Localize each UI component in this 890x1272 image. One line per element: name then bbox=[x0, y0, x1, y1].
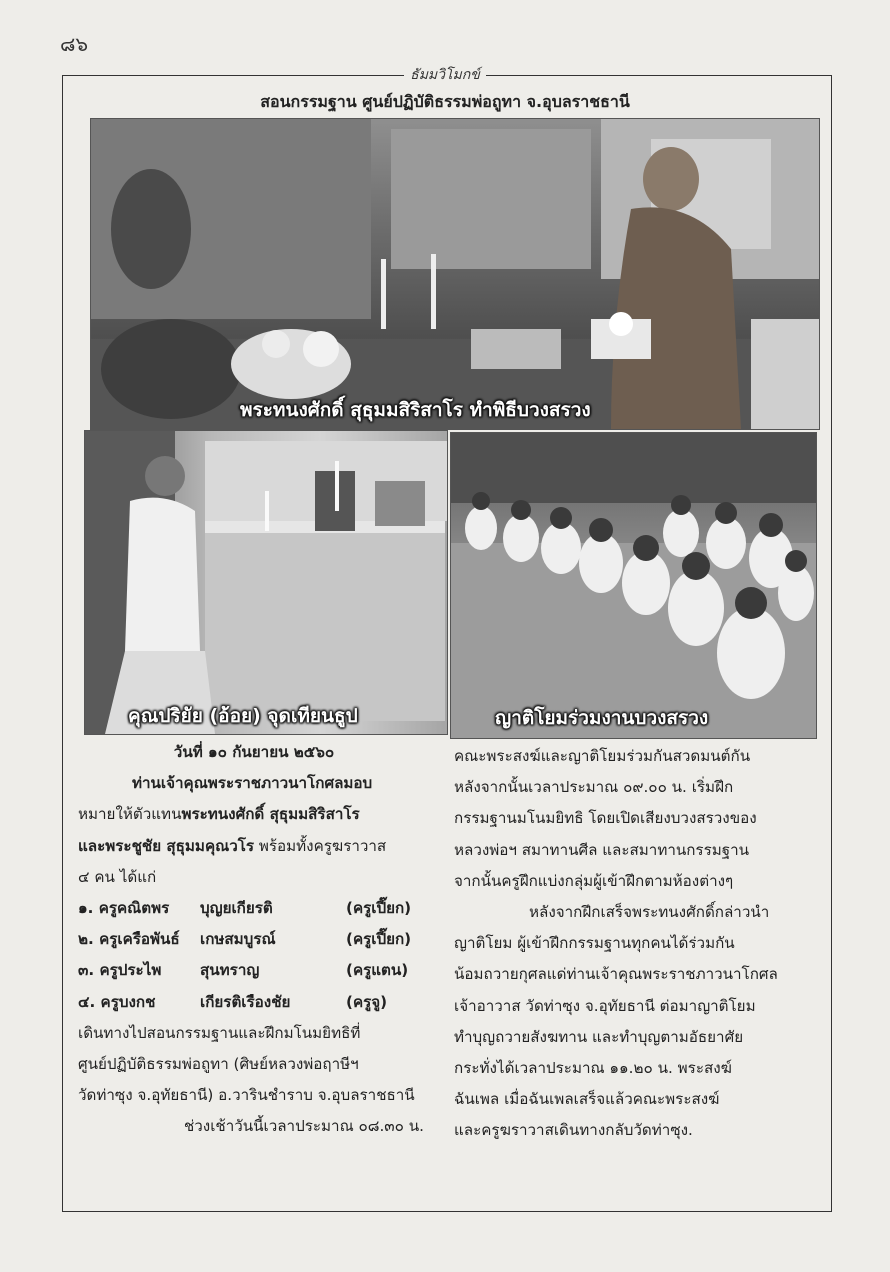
body-line: กรรมฐานมโนมยิทธิ โดยเปิดเสียงบวงสรวงของ bbox=[454, 809, 757, 828]
teacher-nickname: (ครูแตน) bbox=[346, 961, 409, 980]
teacher-surname: บุญยเกียรติ bbox=[200, 899, 273, 918]
caption-lighting-incense: คุณปริยัย (อ้อย) จุดเทียนธูป bbox=[128, 705, 358, 727]
monk-name-1: พระทนงศักดิ์ สุธุมมสิริสาโร bbox=[181, 805, 360, 824]
body-line: คณะพระสงฆ์และญาติโยมร่วมกันสวดมนต์กัน bbox=[454, 747, 751, 765]
body-line: และครูฆราวาสเดินทางกลับวัดท่าซุง. bbox=[454, 1121, 693, 1140]
paragraph-start: หลังจากฝึกเสร็จพระทนงศักดิ์กล่าวนำ bbox=[529, 903, 770, 922]
body-line: จากนั้นครูฝึกแบ่งกลุ่มผู้เข้าฝึกตามห้องต่างๆ bbox=[454, 871, 734, 890]
teacher-name: ๒. ครูเครือพันธ์ bbox=[78, 930, 180, 949]
left-column bbox=[78, 737, 430, 1143]
photo-monk-ceremony-illustration bbox=[91, 119, 819, 429]
teacher-name: ๓. ครูประไพ bbox=[78, 961, 162, 980]
teacher-name: ๑. ครูคณิตพร bbox=[78, 899, 170, 918]
body-line: น้อมถวายกุศลแด่ท่านเจ้าคุณพระราชภาวนาโกศล bbox=[454, 965, 778, 984]
teacher-name: ๔. ครูบงกช bbox=[78, 992, 156, 1011]
running-header bbox=[0, 64, 890, 86]
photo-attendees-illustration bbox=[451, 433, 816, 738]
body-line bbox=[78, 831, 430, 862]
page-number: ๘๖ bbox=[60, 32, 89, 56]
body-line: ทำบุญถวายสังฆทาน และทำบุญตามอัธยาศัย bbox=[454, 1027, 744, 1046]
teacher-row bbox=[78, 955, 430, 986]
body-line: หลวงพ่อฯ สมาทานศีล และสมาทานกรรมฐาน bbox=[454, 840, 750, 859]
monk-name-2: และพระชูชัย สุธุมมคุณวโร bbox=[78, 836, 255, 855]
body-line: เดินทางไปสอนกรรมฐานและฝึกมโนมยิทธิที่ bbox=[78, 1023, 361, 1042]
teacher-surname: สุนทราญ bbox=[200, 961, 260, 980]
body-line: ญาติโยม ผู้เข้าฝึกกรรมฐานทุกคนได้ร่วมกัน bbox=[454, 934, 735, 953]
body-line: ๔ คน ได้แก่ bbox=[78, 867, 157, 886]
photo-lighting-incense-illustration bbox=[85, 431, 447, 734]
body-line: วัดท่าซุง จ.อุทัยธานี) อ.วารินชำราบ จ.อุบลราชธานี bbox=[78, 1086, 415, 1105]
teacher-row bbox=[78, 924, 430, 955]
teacher-nickname: (ครูจู) bbox=[346, 992, 388, 1011]
caption-monk-ceremony: พระทนงศักดิ์ สุธุมมสิริสาโร ทำพิธีบวงสรวง bbox=[240, 399, 591, 421]
body-text: พร้อมทั้งครูฆราวาส bbox=[254, 836, 387, 855]
teacher-row bbox=[78, 987, 430, 1018]
body-text: หมายให้ตัวแทน bbox=[78, 805, 182, 824]
intro-line: ท่านเจ้าคุณพระราชภาวนาโกศลมอบ bbox=[132, 774, 373, 793]
photo-attendees bbox=[450, 432, 817, 739]
caption-attendees: ญาติโยมร่วมงานบวงสรวง bbox=[495, 707, 709, 729]
teacher-nickname: (ครูเปี๊ยก) bbox=[346, 930, 412, 949]
photo-monk-ceremony bbox=[90, 118, 820, 430]
page-title: สอนกรรมฐาน ศูนย์ปฏิบัติธรรมพ่อถูทา จ.อุบลราชธานี bbox=[260, 92, 630, 111]
body-line: ฉันเพล เมื่อฉันเพลเสร็จแล้วคณะพระสงฆ์ bbox=[454, 1090, 720, 1109]
body-line: ช่วงเช้าวันนี้เวลาประมาณ ๐๘.๓๐ น. bbox=[183, 1117, 424, 1136]
body-line: เจ้าอาวาส วัดท่าซุง จ.อุทัยธานี ต่อมาญาติโยม bbox=[454, 996, 756, 1015]
running-header-text: ธัมมวิโมกข์ bbox=[404, 67, 486, 83]
body-line: ศูนย์ปฏิบัติธรรมพ่อถูทา (ศิษย์หลวงพ่อฤาษีฯ bbox=[78, 1055, 359, 1074]
teacher-row bbox=[78, 893, 430, 924]
photo-lighting-incense bbox=[84, 430, 448, 735]
teacher-surname: เกียรติเรืองชัย bbox=[200, 992, 291, 1011]
body-line: หลังจากนั้นเวลาประมาณ ๐๙.๐๐ น. เริ่มฝึก bbox=[454, 778, 734, 797]
teacher-nickname: (ครูเปี๊ยก) bbox=[346, 899, 412, 918]
body-line bbox=[78, 799, 430, 830]
date-line: วันที่ ๑๐ กันยายน ๒๕๖๐ bbox=[173, 743, 335, 761]
teacher-surname: เกษสมบูรณ์ bbox=[200, 930, 276, 949]
body-line: กระทั่งได้เวลาประมาณ ๑๑.๒๐ น. พระสงฆ์ bbox=[454, 1059, 732, 1078]
right-column bbox=[454, 741, 820, 1147]
